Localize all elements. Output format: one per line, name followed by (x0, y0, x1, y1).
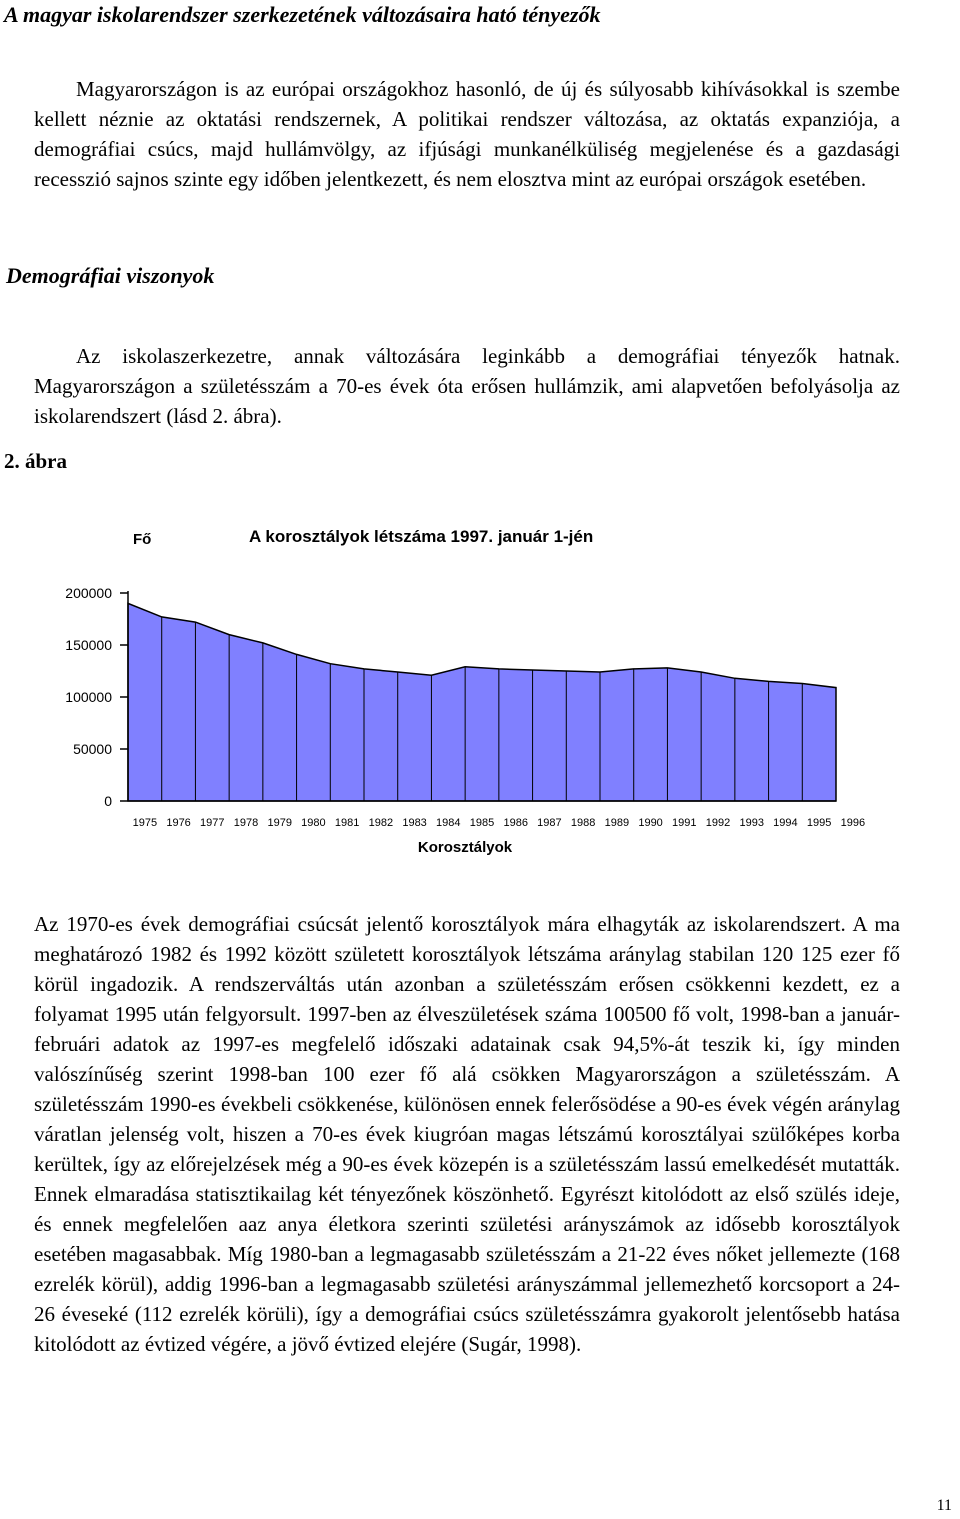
x-tick-label: 1984 (436, 817, 461, 829)
figure-label: 2. ábra (4, 449, 67, 473)
series-area (128, 603, 836, 801)
y-tick-label: 100000 (65, 689, 112, 705)
x-tick-label: 1981 (334, 817, 360, 829)
page-number: 11 (936, 1497, 952, 1514)
page-title: A magyar iskolarendszer szerkezetének változásaira ható tényezők (4, 2, 601, 27)
intro-paragraph: Magyarországon is az európai országokhoz hasonló, de új és súlyosabb kihívásokkal is szembe kellett néznie az oktatási rendszernek, A politikai rendszer változása, az oktatás expanziója, a demográfiai csúcs, majd hullámvölgy, az ifjúsági munkanélküliség megjelenése és a gazdasági recesszió sajnos szinte egy időben jelentkezett, és nem elosztva mint az európai országok esetében. (34, 77, 900, 191)
x-tick-label: 1983 (402, 817, 427, 829)
x-axis-label: Korosztályok (417, 839, 513, 856)
x-tick-label: 1976 (166, 817, 191, 829)
x-tick-label: 1977 (200, 817, 225, 829)
x-tick-label: 1986 (503, 817, 528, 829)
y-axis-label: Fő (133, 531, 152, 548)
y-tick-label: 150000 (65, 637, 112, 653)
x-tick-label: 1994 (773, 817, 798, 829)
section-intro-paragraph: Az iskolaszerkezetre, annak változására leginkább a demográfiai tényezők hatnak. Magyarországon a születésszám a 70-es évek óta erősen hullámzik, ami alapvetően befolyásolja az iskolarendszert (lásd 2. ábra). (34, 344, 900, 428)
x-tick-label: 1991 (672, 817, 697, 829)
x-tick-label: 1989 (604, 817, 630, 829)
age-cohort-area-chart (0, 515, 960, 865)
x-tick-label: 1995 (806, 817, 832, 829)
x-tick-label: 1982 (368, 817, 394, 829)
x-tick-label: 1980 (301, 817, 326, 829)
x-tick-label: 1985 (469, 817, 495, 829)
x-tick-label: 1979 (267, 817, 292, 829)
x-tick-label: 1996 (840, 817, 866, 829)
chart-title: A korosztályok létszáma 1997. január 1-jén (249, 527, 594, 546)
body-paragraph: Az 1970-es évek demográfiai csúcsát jelentő korosztályok mára elhagyták az iskolarendszert. A ma meghatározó 1982 és 1992 között született korosztályok létszáma aránylag stabilan 120 125 ezer fő körül ingadozik. A rendszerváltás után azonban a születésszám erősen csökkenni kezdett, ez a folyamat 1995 után felgyorsult. 1997-ben az élveszületések száma 100500 fő volt, 1998-ban a január-februári adatok az 1997-es megfelelő időszaki adatainak csak 94,5%-át teszik ki, így minden valószínűség szerint 1998-ban 100 ezer fő alá csökken Magyarországon a születésszám. A születésszám 1990-es évekbeli csökkenése, különösen ennek felerősödése a 90-es évek végén aránylag váratlan jelenség volt, hiszen a 70-es évek kiugróan magas létszámú korosztályai szülőképes korba kerültek, így az előrejelzések még a 90-es évek közepén is a születésszám lassú emelkedését mutatták. Ennek elmaradása statisztikailag két tényezőnek köszönhető. Egyrészt kitolódott az első szülés ideje, és ennek megfelelően aaz anya életkora szerinti születési arányszámok az idősebb korosztályok esetében magasabbak. Míg 1980-ban a legmagasabb születésszám a 21-22 éves nőket jellemezte (168 ezrelék körül), addig 1996-ban a legmagasabb születési arányszámmal jellemezhető korcsoport a 24-26 éveseké (112 ezrelék körüli), így a demográfiai csúcs születésszámra gyakorolt jelentősebb hatása kitolódott az évtized végére, a jövő évtized elejére (Sugár, 1998). (34, 912, 900, 1356)
y-tick-label: 50000 (73, 741, 112, 757)
y-tick-label: 200000 (65, 585, 112, 601)
section-title: Demográfiai viszonyok (6, 263, 215, 288)
x-tick-label: 1987 (537, 817, 562, 829)
x-tick-label: 1992 (705, 817, 731, 829)
x-tick-label: 1978 (233, 817, 259, 829)
y-tick-label: 0 (104, 793, 112, 809)
x-tick-label: 1993 (739, 817, 764, 829)
x-tick-label: 1990 (638, 817, 663, 829)
x-tick-label: 1988 (570, 817, 596, 829)
x-tick-label: 1975 (132, 817, 158, 829)
